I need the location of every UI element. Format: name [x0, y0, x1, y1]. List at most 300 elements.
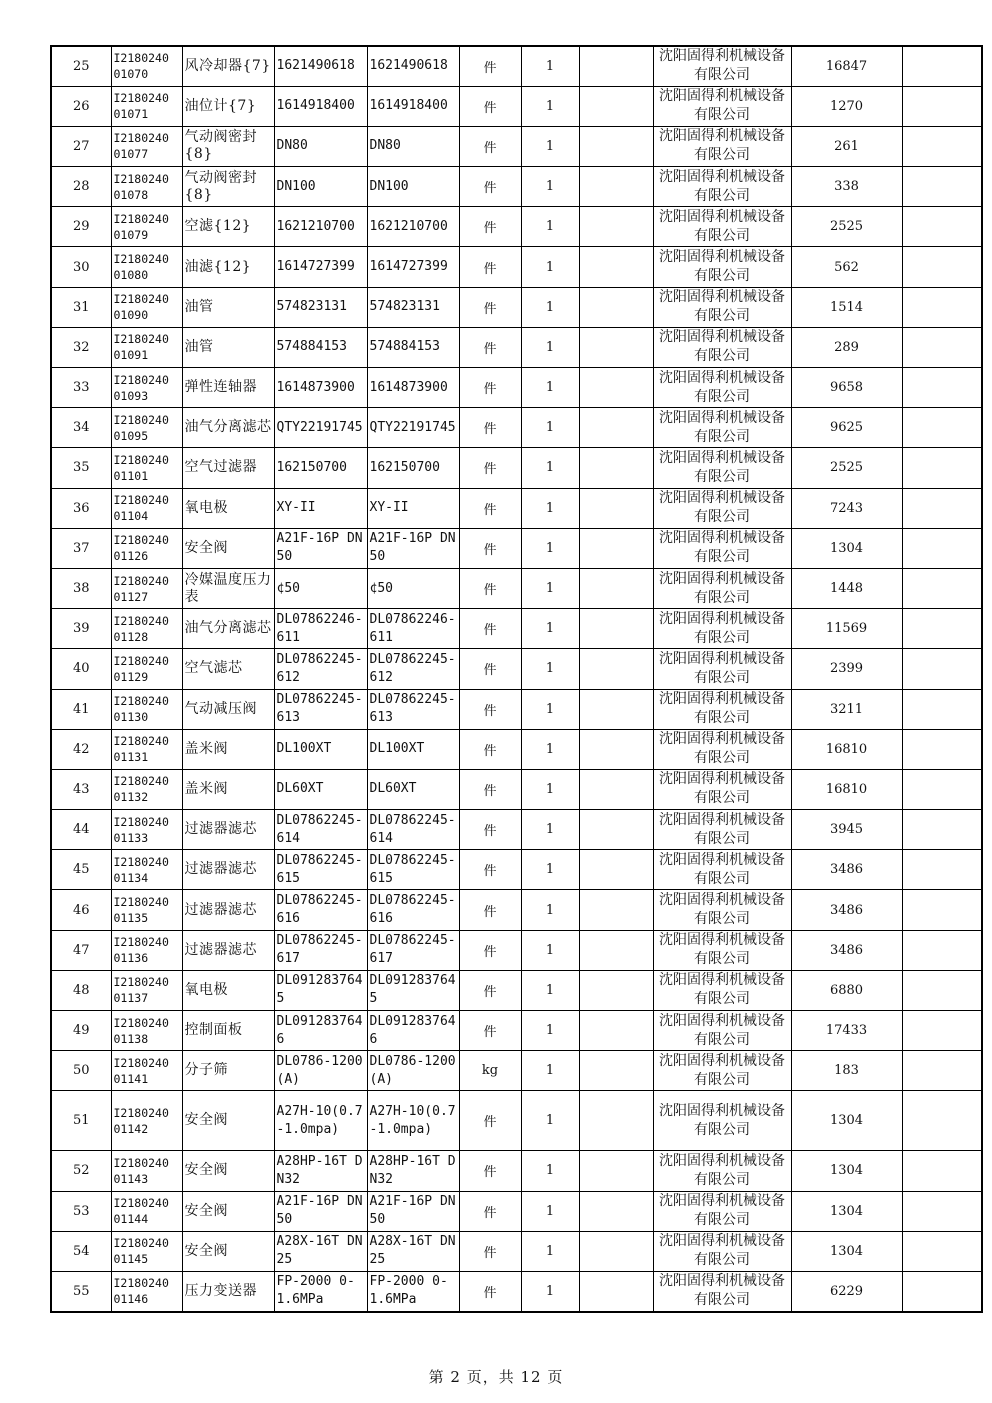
unit-price: [791, 729, 902, 769]
item-name: [182, 327, 274, 367]
quantity: [521, 1051, 579, 1091]
item-spec: [274, 287, 367, 327]
unit: [459, 126, 521, 166]
vendor-name: [653, 850, 791, 890]
quantity-text: 1: [545, 179, 555, 195]
unit-text: 件: [483, 984, 497, 1000]
item-spec-text: XY-II: [276, 500, 316, 516]
item-spec-text: QTY22191745: [276, 419, 363, 435]
item-name-text: 油气分离滤芯: [184, 620, 272, 637]
unit-text: 件: [483, 703, 497, 719]
item-name-text: 过滤器滤芯: [184, 821, 257, 838]
item-name: [182, 930, 274, 970]
material-code: [111, 649, 182, 689]
unit: [459, 1271, 521, 1311]
quantity: [521, 327, 579, 367]
remark-cell: [902, 850, 982, 890]
note-cell: [579, 247, 653, 287]
row-number: [51, 568, 111, 608]
quantity-text: 1: [545, 420, 555, 436]
material-code-text: I2180240 01130: [113, 694, 169, 725]
material-code-text: I2180240 01090: [113, 292, 169, 323]
vendor-name: [653, 970, 791, 1010]
unit-price: [791, 207, 902, 247]
unit-price: [791, 86, 902, 126]
material-code-text: I2180240 01101: [113, 452, 169, 483]
quantity: [521, 1011, 579, 1051]
vendor-name-text: 沈阳固得利机械设备有限公司: [659, 691, 785, 727]
unit: [459, 86, 521, 126]
material-code: [111, 810, 182, 850]
item-spec-text: 1614918400: [276, 98, 355, 114]
item-model: [367, 126, 459, 166]
material-code: [111, 850, 182, 890]
item-model-text: A27H-10(0.7-1.0mpa): [369, 1103, 456, 1137]
quantity-text: 1: [545, 621, 555, 637]
material-code: [111, 287, 182, 327]
row-number: [51, 86, 111, 126]
row-number-text: 50: [72, 1063, 90, 1079]
unit: [459, 649, 521, 689]
row-number-text: 32: [72, 339, 90, 355]
vendor-name: [653, 207, 791, 247]
quantity: [521, 448, 579, 488]
quantity-text: 1: [545, 500, 555, 516]
unit-text: 件: [483, 824, 497, 840]
item-name: [182, 689, 274, 729]
quantity: [521, 810, 579, 850]
material-code-text: I2180240 01137: [113, 975, 169, 1006]
unit-text: 件: [483, 462, 497, 478]
row-number-text: 39: [72, 621, 90, 637]
material-code: [111, 368, 182, 408]
quantity-text: 1: [545, 299, 555, 315]
item-spec: [274, 488, 367, 528]
row-number: [51, 1051, 111, 1091]
unit-text: 件: [483, 743, 497, 759]
unit-price-text: 7243: [829, 500, 864, 516]
row-number-text: 53: [72, 1203, 90, 1219]
item-name: [182, 247, 274, 287]
item-spec: [274, 46, 367, 86]
note-cell: [579, 1231, 653, 1271]
item-model: [367, 729, 459, 769]
note-cell: [579, 1271, 653, 1311]
row-number: [51, 1271, 111, 1311]
item-spec-text: DL07862245-613: [276, 692, 363, 726]
quantity-text: 1: [545, 1063, 555, 1079]
row-number: [51, 689, 111, 729]
unit: [459, 850, 521, 890]
note-cell: [579, 327, 653, 367]
note-cell: [579, 1151, 653, 1191]
material-code: [111, 1051, 182, 1091]
material-code: [111, 46, 182, 86]
quantity-text: 1: [545, 1113, 555, 1129]
quantity-text: 1: [545, 219, 555, 235]
vendor-name: [653, 448, 791, 488]
item-model-text: 1621210700: [369, 218, 448, 234]
material-code: [111, 568, 182, 608]
item-spec: [274, 769, 367, 809]
material-code: [111, 729, 182, 769]
quantity-text: 1: [545, 380, 555, 396]
item-name-text: 空滤{12}: [184, 218, 252, 235]
material-code-text: I2180240 01077: [113, 131, 169, 162]
note-cell: [579, 46, 653, 86]
unit-price-text: 261: [834, 138, 859, 154]
material-code-text: I2180240 01141: [113, 1055, 169, 1086]
row-number: [51, 769, 111, 809]
vendor-name-text: 沈阳固得利机械设备有限公司: [659, 409, 785, 445]
item-spec: [274, 126, 367, 166]
vendor-name-text: 沈阳固得利机械设备有限公司: [659, 610, 785, 646]
item-model-text: DL0912837645: [369, 973, 456, 1007]
unit-text: 件: [483, 944, 497, 960]
vendor-name-text: 沈阳固得利机械设备有限公司: [659, 1052, 785, 1088]
item-model-text: DL0786-1200(A): [369, 1053, 456, 1087]
item-spec: [274, 1271, 367, 1311]
item-spec-text: A27H-10(0.7-1.0mpa): [276, 1103, 363, 1137]
material-code-text: I2180240 01126: [113, 533, 169, 564]
quantity: [521, 247, 579, 287]
item-spec: [274, 1011, 367, 1051]
row-number: [51, 970, 111, 1010]
item-model-text: DL07862245-616: [369, 893, 456, 927]
table-row: [51, 1271, 982, 1311]
remark-cell: [902, 1051, 982, 1091]
unit-price-text: 289: [834, 339, 859, 355]
item-name-text: 冷媒温度压力表: [184, 571, 272, 605]
note-cell: [579, 930, 653, 970]
quantity: [521, 167, 579, 207]
item-spec: [274, 368, 367, 408]
unit-price-text: 6229: [829, 1283, 864, 1299]
row-number: [51, 729, 111, 769]
unit-price: [791, 1091, 902, 1151]
item-model: [367, 1051, 459, 1091]
unit: [459, 408, 521, 448]
unit-price-text: 562: [834, 259, 859, 275]
row-number-text: 34: [72, 420, 90, 436]
item-spec-text: DN100: [276, 178, 316, 194]
item-spec-text: DL07862245-612: [276, 651, 363, 685]
item-spec: [274, 729, 367, 769]
quantity: [521, 126, 579, 166]
material-code-text: I2180240 01144: [113, 1196, 169, 1227]
material-code: [111, 1271, 182, 1311]
table-row: [51, 1191, 982, 1231]
unit-text: 件: [483, 100, 497, 116]
unit: [459, 207, 521, 247]
item-name: [182, 1231, 274, 1271]
quantity: [521, 568, 579, 608]
quantity-text: 1: [545, 942, 555, 958]
remark-cell: [902, 890, 982, 930]
item-model-text: DL07862245-614: [369, 812, 456, 846]
table-row: [51, 287, 982, 327]
item-spec-text: DL60XT: [276, 781, 324, 797]
item-name-text: 安全阀: [184, 1242, 228, 1259]
vendor-name: [653, 528, 791, 568]
item-name-text: 安全阀: [184, 1162, 228, 1179]
item-name-text: 弹性连轴器: [184, 379, 257, 396]
unit-price: [791, 609, 902, 649]
vendor-name-text: 沈阳固得利机械设备有限公司: [659, 128, 785, 164]
material-code: [111, 1191, 182, 1231]
item-model-text: A28X-16T DN25: [369, 1234, 456, 1268]
table-row: [51, 488, 982, 528]
item-model: [367, 689, 459, 729]
table-row: [51, 689, 982, 729]
item-spec-text: ¢50: [276, 580, 300, 596]
unit-price-text: 1304: [829, 1163, 864, 1179]
remark-cell: [902, 46, 982, 86]
item-model-text: DL0912837646: [369, 1013, 456, 1047]
unit-text: 件: [483, 261, 497, 277]
remark-cell: [902, 207, 982, 247]
material-code: [111, 167, 182, 207]
vendor-name: [653, 1011, 791, 1051]
material-code-text: I2180240 01143: [113, 1155, 169, 1186]
item-name-text: 分子筛: [184, 1062, 228, 1079]
row-number-text: 51: [72, 1113, 90, 1129]
unit-price-text: 3211: [829, 701, 864, 717]
unit-price: [791, 1011, 902, 1051]
item-name-text: 安全阀: [184, 1202, 228, 1219]
item-name-text: 安全阀: [184, 539, 228, 556]
row-number: [51, 890, 111, 930]
remark-cell: [902, 167, 982, 207]
remark-cell: [902, 1191, 982, 1231]
row-number-text: 38: [72, 581, 90, 597]
item-model: [367, 850, 459, 890]
item-model: [367, 1011, 459, 1051]
table-row: [51, 247, 982, 287]
unit-price-text: 16810: [825, 781, 868, 797]
note-cell: [579, 167, 653, 207]
item-model: [367, 1271, 459, 1311]
item-spec: [274, 1091, 367, 1151]
item-name-text: 控制面板: [184, 1022, 243, 1039]
item-name: [182, 1051, 274, 1091]
item-spec-text: DL07862245-615: [276, 852, 363, 886]
remark-cell: [902, 1231, 982, 1271]
item-model-text: A28HP-16T DN32: [369, 1153, 456, 1187]
table-row: [51, 528, 982, 568]
item-model: [367, 1231, 459, 1271]
item-name-text: 氧电极: [184, 499, 228, 516]
item-spec: [274, 247, 367, 287]
note-cell: [579, 890, 653, 930]
item-spec: [274, 167, 367, 207]
remark-cell: [902, 448, 982, 488]
vendor-name: [653, 1091, 791, 1151]
item-model: [367, 408, 459, 448]
unit-price: [791, 890, 902, 930]
vendor-name: [653, 167, 791, 207]
vendor-name: [653, 368, 791, 408]
unit: [459, 167, 521, 207]
unit-text: 件: [483, 783, 497, 799]
table-body: [51, 46, 982, 1312]
material-code: [111, 609, 182, 649]
unit-price: [791, 46, 902, 86]
vendor-name-text: 沈阳固得利机械设备有限公司: [659, 570, 785, 606]
unit-price-text: 2525: [829, 460, 864, 476]
unit-text: 件: [483, 864, 497, 880]
item-spec-text: A21F-16P DN50: [276, 531, 363, 565]
material-code: [111, 769, 182, 809]
vendor-name-text: 沈阳固得利机械设备有限公司: [659, 1193, 785, 1229]
material-code: [111, 528, 182, 568]
row-number: [51, 1191, 111, 1231]
remark-cell: [902, 729, 982, 769]
row-number-text: 27: [72, 138, 90, 154]
unit: [459, 1191, 521, 1231]
note-cell: [579, 86, 653, 126]
row-number: [51, 287, 111, 327]
remark-cell: [902, 1011, 982, 1051]
unit-price: [791, 448, 902, 488]
item-model-text: DN100: [369, 178, 409, 194]
item-spec-text: 1621210700: [276, 218, 355, 234]
vendor-name: [653, 327, 791, 367]
unit: [459, 528, 521, 568]
item-name: [182, 568, 274, 608]
unit-text: 件: [483, 60, 497, 76]
unit: [459, 368, 521, 408]
item-name-text: 盖米阀: [184, 740, 228, 757]
note-cell: [579, 368, 653, 408]
quantity-text: 1: [545, 138, 555, 154]
quantity: [521, 86, 579, 126]
vendor-name-text: 沈阳固得利机械设备有限公司: [659, 369, 785, 405]
item-model-text: DL07862245-612: [369, 651, 456, 685]
quantity-text: 1: [545, 1163, 555, 1179]
item-model: [367, 167, 459, 207]
row-number-text: 25: [72, 58, 90, 74]
quantity-text: 1: [545, 460, 555, 476]
note-cell: [579, 769, 653, 809]
vendor-name-text: 沈阳固得利机械设备有限公司: [659, 88, 785, 124]
unit-price: [791, 1051, 902, 1091]
parts-table: [50, 45, 983, 1313]
item-spec: [274, 649, 367, 689]
table-row: [51, 970, 982, 1010]
unit-price: [791, 1271, 902, 1311]
unit-price-text: 3945: [829, 822, 864, 838]
quantity: [521, 850, 579, 890]
item-model-text: XY-II: [369, 500, 409, 516]
table-row: [51, 729, 982, 769]
item-spec-text: A28X-16T DN25: [276, 1234, 363, 1268]
note-cell: [579, 207, 653, 247]
item-spec-text: DL0786-1200(A): [276, 1053, 363, 1087]
table-row: [51, 1091, 982, 1151]
row-number-text: 28: [72, 179, 90, 195]
item-model: [367, 930, 459, 970]
remark-cell: [902, 287, 982, 327]
row-number: [51, 528, 111, 568]
remark-cell: [902, 689, 982, 729]
item-spec-text: DL0912837646: [276, 1013, 363, 1047]
unit-price-text: 1270: [829, 98, 864, 114]
remark-cell: [902, 1091, 982, 1151]
vendor-name: [653, 247, 791, 287]
row-number: [51, 46, 111, 86]
unit-price-text: 16810: [825, 741, 868, 757]
vendor-name: [653, 408, 791, 448]
unit-text: 件: [483, 1285, 497, 1301]
remark-cell: [902, 1271, 982, 1311]
item-spec-text: DL07862245-617: [276, 933, 363, 967]
unit: [459, 890, 521, 930]
quantity-text: 1: [545, 1243, 555, 1259]
item-model-text: 574823131: [369, 299, 440, 315]
unit: [459, 327, 521, 367]
item-model: [367, 1191, 459, 1231]
item-spec: [274, 1051, 367, 1091]
item-spec: [274, 970, 367, 1010]
quantity: [521, 649, 579, 689]
quantity: [521, 729, 579, 769]
item-model-text: DL100XT: [369, 741, 425, 757]
item-spec-text: A28HP-16T DN32: [276, 1153, 363, 1187]
item-spec-text: A21F-16P DN50: [276, 1194, 363, 1228]
item-name: [182, 126, 274, 166]
unit: [459, 46, 521, 86]
remark-cell: [902, 810, 982, 850]
table-row: [51, 609, 982, 649]
item-name: [182, 528, 274, 568]
remark-cell: [902, 649, 982, 689]
vendor-name: [653, 287, 791, 327]
vendor-name-text: 沈阳固得利机械设备有限公司: [659, 208, 785, 244]
row-number-text: 36: [72, 500, 90, 516]
table-row: [51, 46, 982, 86]
note-cell: [579, 488, 653, 528]
quantity-text: 1: [545, 58, 555, 74]
vendor-name-text: 沈阳固得利机械设备有限公司: [659, 1152, 785, 1188]
unit-price: [791, 930, 902, 970]
vendor-name-text: 沈阳固得利机械设备有限公司: [659, 490, 785, 526]
row-number-text: 45: [72, 862, 90, 878]
item-model-text: DL07862245-615: [369, 852, 456, 886]
item-spec-text: 574884153: [276, 339, 347, 355]
vendor-name: [653, 1231, 791, 1271]
quantity: [521, 408, 579, 448]
item-spec: [274, 689, 367, 729]
quantity-text: 1: [545, 98, 555, 114]
item-model: [367, 46, 459, 86]
quantity-text: 1: [545, 781, 555, 797]
material-code-text: I2180240 01091: [113, 332, 169, 363]
vendor-name: [653, 930, 791, 970]
item-model-text: ¢50: [369, 580, 393, 596]
row-number-text: 31: [72, 299, 90, 315]
material-code: [111, 448, 182, 488]
material-code-text: I2180240 01146: [113, 1276, 169, 1307]
item-spec-text: 574823131: [276, 299, 347, 315]
item-model: [367, 609, 459, 649]
quantity-text: 1: [545, 701, 555, 717]
quantity-text: 1: [545, 661, 555, 677]
material-code: [111, 970, 182, 1010]
unit: [459, 568, 521, 608]
unit: [459, 769, 521, 809]
material-code: [111, 408, 182, 448]
